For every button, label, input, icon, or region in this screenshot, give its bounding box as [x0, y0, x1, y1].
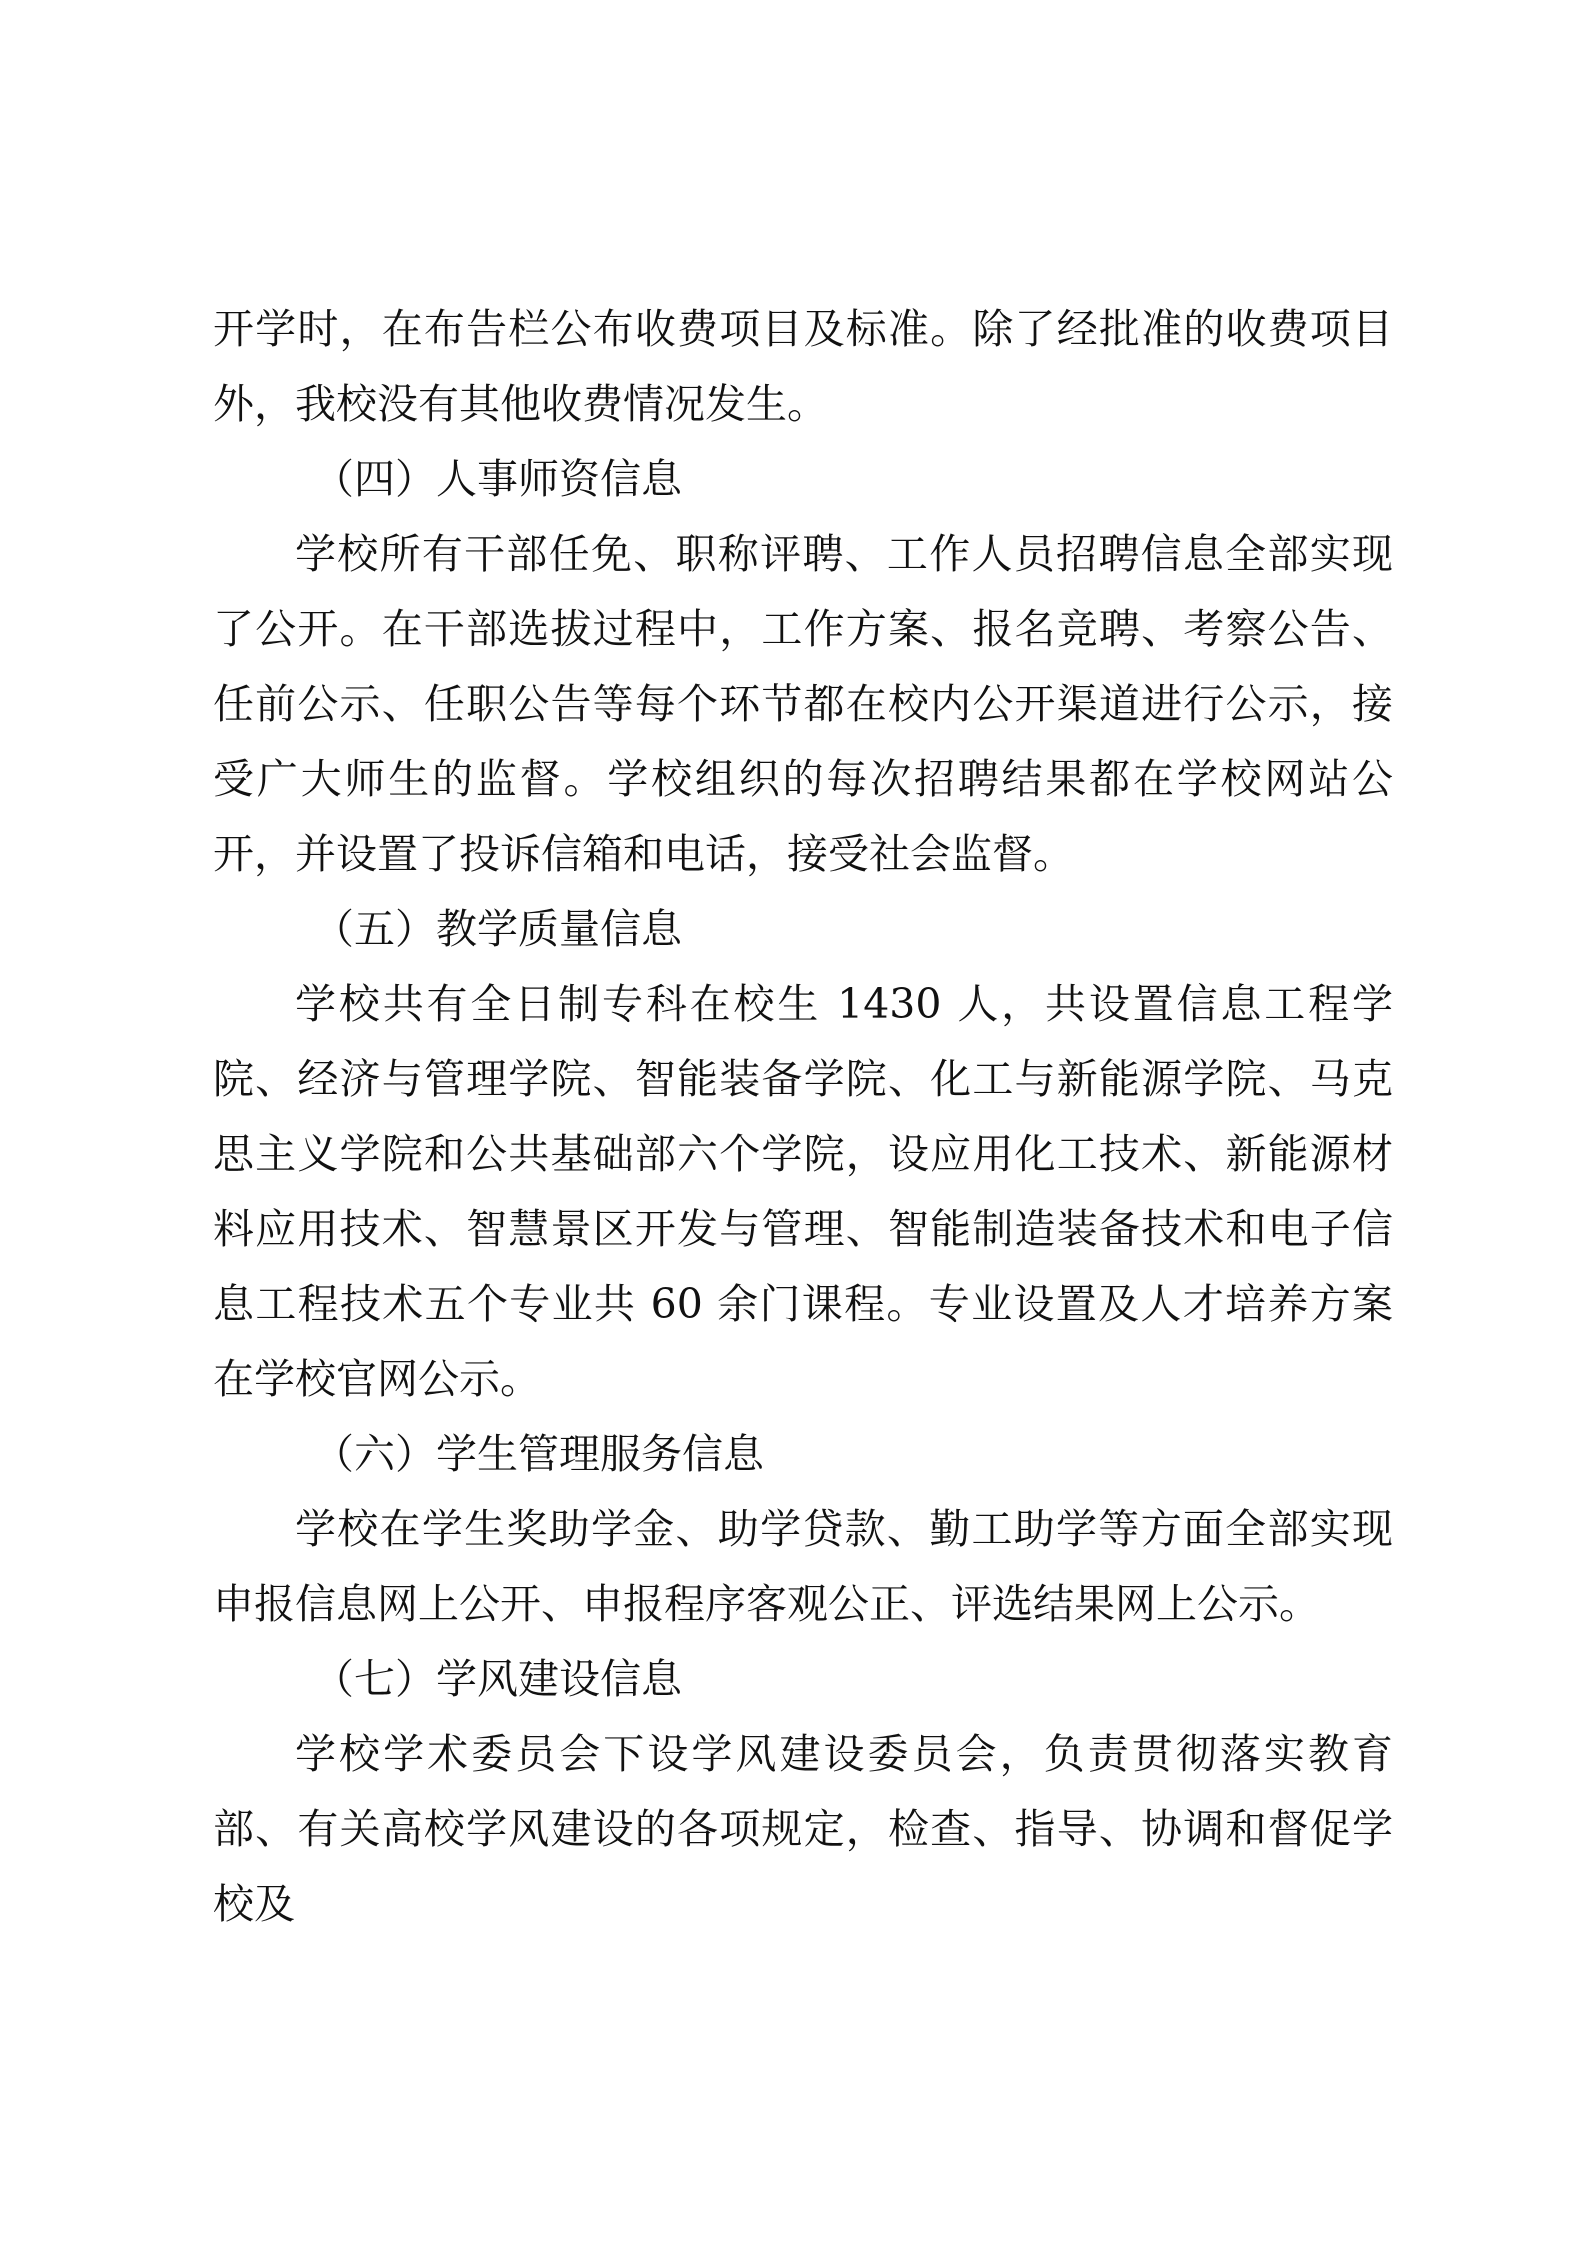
paragraph-academic-style: 学校学术委员会下设学风建设委员会，负责贯彻落实教育部、有关高校学风建设的各项规定，检查、指导、协调和督促学校及 [213, 1730, 1393, 1928]
paragraph-fee-notice: 开学时，在布告栏公布收费项目及标准。除了经批准的收费项目外，我校没有其他收费情况发生。 [213, 305, 1393, 428]
paragraph-student-services: 学校在学生奖助学金、助学贷款、勤工助学等方面全部实现申报信息网上公开、申报程序客观公正、评选结果网上公示。 [213, 1505, 1393, 1628]
section-heading-student-services: （六）学生管理服务信息 [313, 1430, 764, 1478]
document-body [213, 292, 1393, 1942]
paragraph-personnel: 学校所有干部任免、职称评聘、工作人员招聘信息全部实现了公开。在干部选拔过程中，工作方案、报名竞聘、考察公告、任前公示、任职公告等每个环节都在校内公开渠道进行公示，接受广大师生的监督。学校组织的每次招聘结果都在学校网站公开，并设置了投诉信箱和电话，接受社会监督。 [213, 530, 1393, 878]
section-heading-teaching-quality: （五）教学质量信息 [313, 905, 682, 953]
section-heading-personnel: （四）人事师资信息 [313, 455, 682, 503]
paragraph-teaching-quality: 学校共有全日制专科在校生 1430 人，共设置信息工程学院、经济与管理学院、智能装备学院、化工与新能源学院、马克思主义学院和公共基础部六个学院，设应用化工技术、新能源材料应用技术、智慧景区开发与管理、智能制造装备技术和电子信息工程技术五个专业共 60 余门课程。专业设置及人才培养方案在学校官网公示。 [213, 980, 1393, 1403]
section-heading-academic-style: （七）学风建设信息 [313, 1655, 682, 1703]
